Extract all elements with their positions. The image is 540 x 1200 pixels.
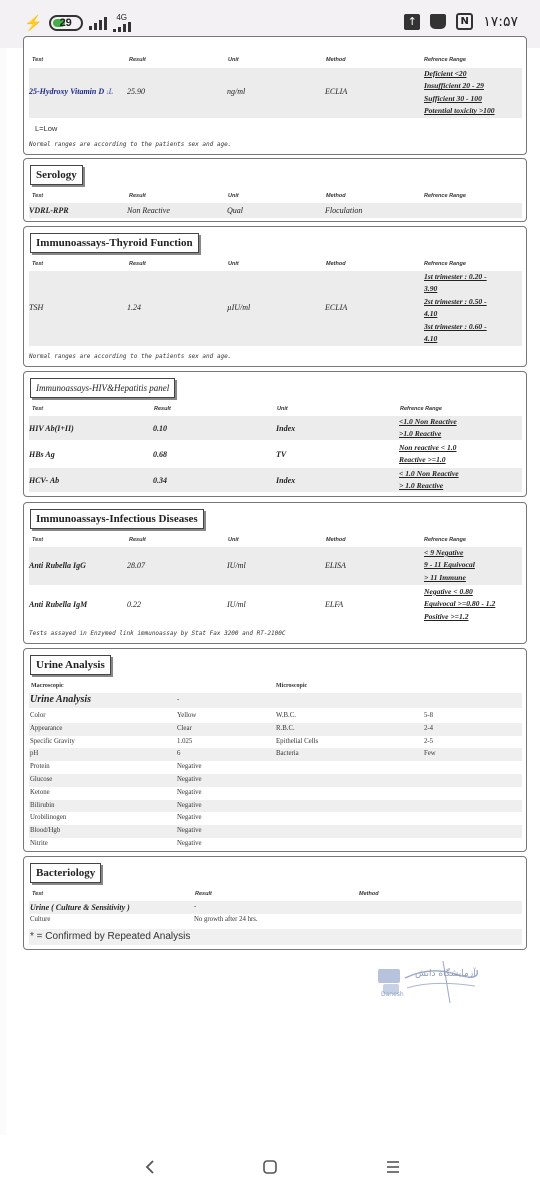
macroscopic-header: Macroscopic bbox=[31, 683, 64, 689]
result-value: 1.24 bbox=[127, 303, 141, 312]
col-test: Test bbox=[32, 891, 44, 897]
test-name: Anti Rubella IgM bbox=[29, 600, 88, 609]
table-row bbox=[29, 203, 522, 218]
urine-row-bg bbox=[29, 774, 522, 787]
col-method: Method bbox=[326, 193, 346, 199]
col-unit: Unit bbox=[228, 57, 239, 63]
table-row bbox=[29, 901, 522, 914]
signal-icon-2 bbox=[113, 22, 131, 32]
unit-value: TV bbox=[276, 450, 287, 459]
method-value: Floculation bbox=[325, 206, 363, 215]
system-nav-bar bbox=[0, 1135, 540, 1200]
section-title: Immunoassays-HIV&Hepatitis panel bbox=[30, 378, 175, 398]
urine-row-bg bbox=[29, 800, 522, 813]
test-name: Anti Rubella IgG bbox=[29, 561, 86, 570]
urine-micro-value: 2-5 bbox=[424, 737, 434, 745]
result-value: 0.68 bbox=[153, 450, 167, 459]
col-ref: Refrence Range bbox=[400, 406, 442, 412]
signal-icon bbox=[89, 16, 107, 30]
urine-macro-value: Negative bbox=[177, 763, 202, 771]
section-title: Immunoassays-Infectious Diseases bbox=[30, 509, 204, 529]
section-title: Immunoassays-Thyroid Function bbox=[30, 233, 199, 253]
culture-result: No growth after 24 hrs. bbox=[194, 916, 258, 923]
svg-text:Danesh: Danesh bbox=[381, 991, 404, 998]
test-name: HBs Ag bbox=[29, 450, 55, 459]
urine-macro-name: pH bbox=[30, 750, 39, 758]
n-app-icon: N bbox=[456, 13, 473, 30]
hiv-hepatitis-section bbox=[23, 371, 527, 497]
urine-macro-name: Blood/Hgb bbox=[30, 827, 61, 835]
col-result: Result bbox=[129, 57, 146, 63]
col-result: Result bbox=[129, 193, 146, 199]
col-unit: Unit bbox=[277, 406, 288, 412]
urine-row-bg bbox=[29, 825, 522, 838]
menu-button[interactable] bbox=[378, 1155, 408, 1179]
urine-macro-name: Glucose bbox=[30, 776, 53, 783]
urine-heading-row bbox=[29, 693, 522, 708]
test-name: TSH bbox=[29, 303, 44, 312]
urine-macro-value: Negative bbox=[177, 776, 202, 783]
urine-macro-name: Appearance bbox=[30, 724, 63, 732]
col-test: Test bbox=[32, 193, 44, 199]
normal-note: Normal ranges are according to the patients sex and age. bbox=[29, 353, 232, 360]
urine-macro-name: Urobilinogen bbox=[30, 814, 67, 822]
unit-value: Index bbox=[276, 476, 296, 485]
result-value: 28.07 bbox=[127, 561, 145, 570]
ref-range: < 1.0 Non Reactive > 1.0 Reactive bbox=[399, 469, 459, 491]
urine-macro-value: 6 bbox=[177, 750, 181, 758]
test-name: HCV- Ab bbox=[29, 476, 60, 485]
col-test: Test bbox=[32, 57, 44, 63]
urine-micro-name: R.B.C. bbox=[276, 724, 295, 732]
method-value: ECLIA bbox=[325, 303, 348, 312]
upload-icon: ↑ bbox=[404, 14, 420, 30]
col-ref: Refrence Range bbox=[424, 57, 466, 63]
col-unit: Unit bbox=[228, 261, 239, 267]
serology-section bbox=[23, 158, 527, 222]
urine-macro-name: Specific Gravity bbox=[30, 737, 75, 745]
col-result: Result bbox=[154, 406, 171, 412]
confirm-note: * = Confirmed by Repeated Analysis bbox=[30, 931, 191, 942]
result-value: Non Reactive bbox=[127, 206, 170, 215]
test-name: VDRL-RPR bbox=[29, 206, 69, 215]
assay-note: Tests assayed in Enzymed link immunoassay by Stat Fax 3200 and RT-2100C bbox=[29, 630, 286, 637]
result-value: 0.34 bbox=[153, 476, 167, 485]
urine-macro-value: Negative bbox=[177, 827, 202, 835]
network-indicator: 4G bbox=[113, 14, 131, 32]
col-result: Result bbox=[129, 261, 146, 267]
section-title: Serology bbox=[30, 165, 83, 185]
unit-value: ng/ml bbox=[227, 87, 246, 96]
clock: ۱۷:۵۷ bbox=[483, 13, 518, 30]
home-icon bbox=[262, 1159, 278, 1175]
home-button[interactable] bbox=[255, 1155, 285, 1179]
urine-macro-value: Negative bbox=[177, 814, 202, 822]
unit-value: Index bbox=[276, 424, 296, 433]
unit-value: Qual bbox=[227, 206, 243, 215]
table-row bbox=[29, 547, 522, 585]
table-row bbox=[29, 271, 522, 346]
microscopic-header: Microscopic bbox=[276, 683, 308, 689]
urine-macro-value: Negative bbox=[177, 788, 202, 796]
section-title: Bacteriology bbox=[30, 863, 101, 883]
urine-micro-name: W.B.C. bbox=[276, 712, 296, 719]
urine-macro-name: Nitrite bbox=[30, 840, 48, 847]
urine-macro-value: 1.025 bbox=[177, 737, 193, 745]
back-button[interactable] bbox=[135, 1155, 165, 1179]
back-icon bbox=[143, 1159, 157, 1175]
urine-macro-value: Negative bbox=[177, 801, 202, 809]
col-method: Method bbox=[359, 891, 379, 897]
left-edge bbox=[0, 48, 6, 1135]
urine-micro-name: Bacteria bbox=[276, 750, 299, 758]
test-name: HIV Ab(I+II) bbox=[29, 424, 74, 433]
table-row bbox=[29, 68, 522, 118]
ref-range: Deficient <20 Insufficient 20 - 29 Sufficient 30 - 100 Potential toxicity >100 bbox=[424, 69, 495, 116]
ref-range: <1.0 Non Reactive >1.0 Reactive bbox=[399, 417, 457, 439]
col-ref: Refrence Range bbox=[424, 537, 466, 543]
col-unit: Unit bbox=[228, 537, 239, 543]
col-test: Test bbox=[32, 537, 44, 543]
urine-micro-name: Epithelial Cells bbox=[276, 737, 319, 745]
table-row bbox=[29, 416, 522, 440]
low-note: L=Low bbox=[35, 124, 58, 133]
unit-value: µIU/ml bbox=[227, 303, 251, 312]
urine-macro-value: Yellow bbox=[177, 712, 197, 719]
method-value: ECLIA bbox=[325, 87, 348, 96]
col-result: Result bbox=[195, 891, 212, 897]
result-value: - bbox=[194, 903, 197, 910]
culture-label: Culture bbox=[30, 916, 51, 923]
urine-macro-name: Ketone bbox=[30, 788, 50, 796]
urine-micro-value: 5-8 bbox=[424, 712, 434, 719]
test-name: Urine ( Culture & Sensitivity ) bbox=[30, 903, 130, 912]
ref-range: < 9 Negative 9 - 11 Equivocal > 11 Immune bbox=[424, 548, 475, 582]
col-result: Result bbox=[129, 537, 146, 543]
menu-icon bbox=[385, 1160, 401, 1174]
col-method: Method bbox=[326, 57, 346, 63]
result-value: 0.22 bbox=[127, 600, 141, 609]
method-value: ELFA bbox=[325, 600, 344, 609]
urine-macro-name: Protein bbox=[30, 763, 50, 771]
urine-macro-name: Color bbox=[30, 712, 46, 719]
unit-value: IU/ml bbox=[227, 600, 246, 609]
confirm-row bbox=[29, 929, 522, 945]
battery-icon: 29 bbox=[49, 15, 83, 31]
ref-range: 1st trimester : 0.20 - 3.90 2st trimester : 0.50 - 4.10 3st trimester : 0.60 - 4.10 bbox=[424, 272, 487, 344]
normal-note: Normal ranges are according to the patients sex and age. bbox=[29, 141, 232, 148]
section-title: Urine Analysis bbox=[30, 655, 111, 675]
col-method: Method bbox=[326, 261, 346, 267]
stamp-graphic bbox=[375, 958, 480, 1008]
col-test: Test bbox=[32, 261, 44, 267]
svg-text:آزمایشگاه دانش: آزمایشگاه دانش bbox=[415, 969, 476, 979]
unit-value: IU/ml bbox=[227, 561, 246, 570]
shopping-bag-icon bbox=[430, 14, 446, 29]
urine-macro-name: Bilirubin bbox=[30, 801, 55, 809]
ref-range: Non reactive < 1.0 Reactive >=1.0 bbox=[399, 443, 457, 465]
urine-macro-value: Negative bbox=[177, 840, 202, 847]
result-value: 0.10 bbox=[153, 424, 167, 433]
charging-icon: ⚡ bbox=[24, 15, 43, 32]
col-method: Method bbox=[326, 537, 346, 543]
urine-micro-value: Few bbox=[424, 750, 436, 758]
urine-heading: Urine Analysis bbox=[30, 694, 92, 705]
urine-micro-value: 2-4 bbox=[424, 724, 434, 732]
col-test: Test bbox=[32, 406, 44, 412]
result-value: 25.90 bbox=[127, 87, 145, 96]
table-row bbox=[29, 442, 522, 466]
thyroid-section bbox=[23, 226, 527, 367]
table-row bbox=[29, 468, 522, 492]
ref-range: Negative < 0.80 Equivocal >=0.80 - 1.2 Positive >=1.2 bbox=[424, 587, 496, 621]
vitamin-section bbox=[23, 36, 527, 155]
urine-section bbox=[23, 648, 527, 852]
method-value: ELISA bbox=[325, 561, 346, 570]
infectious-section bbox=[23, 502, 527, 644]
bacteriology-section bbox=[23, 856, 527, 950]
table-row bbox=[29, 586, 522, 624]
col-ref: Refrence Range bbox=[424, 193, 466, 199]
lab-stamp bbox=[375, 958, 480, 1008]
urine-heading-value: - bbox=[177, 696, 180, 703]
col-unit: Unit bbox=[228, 193, 239, 199]
test-name: 25-Hydroxy Vitamin D ↓L bbox=[29, 87, 114, 96]
urine-macro-value: Clear bbox=[177, 724, 192, 732]
col-ref: Refrence Range bbox=[424, 261, 466, 267]
